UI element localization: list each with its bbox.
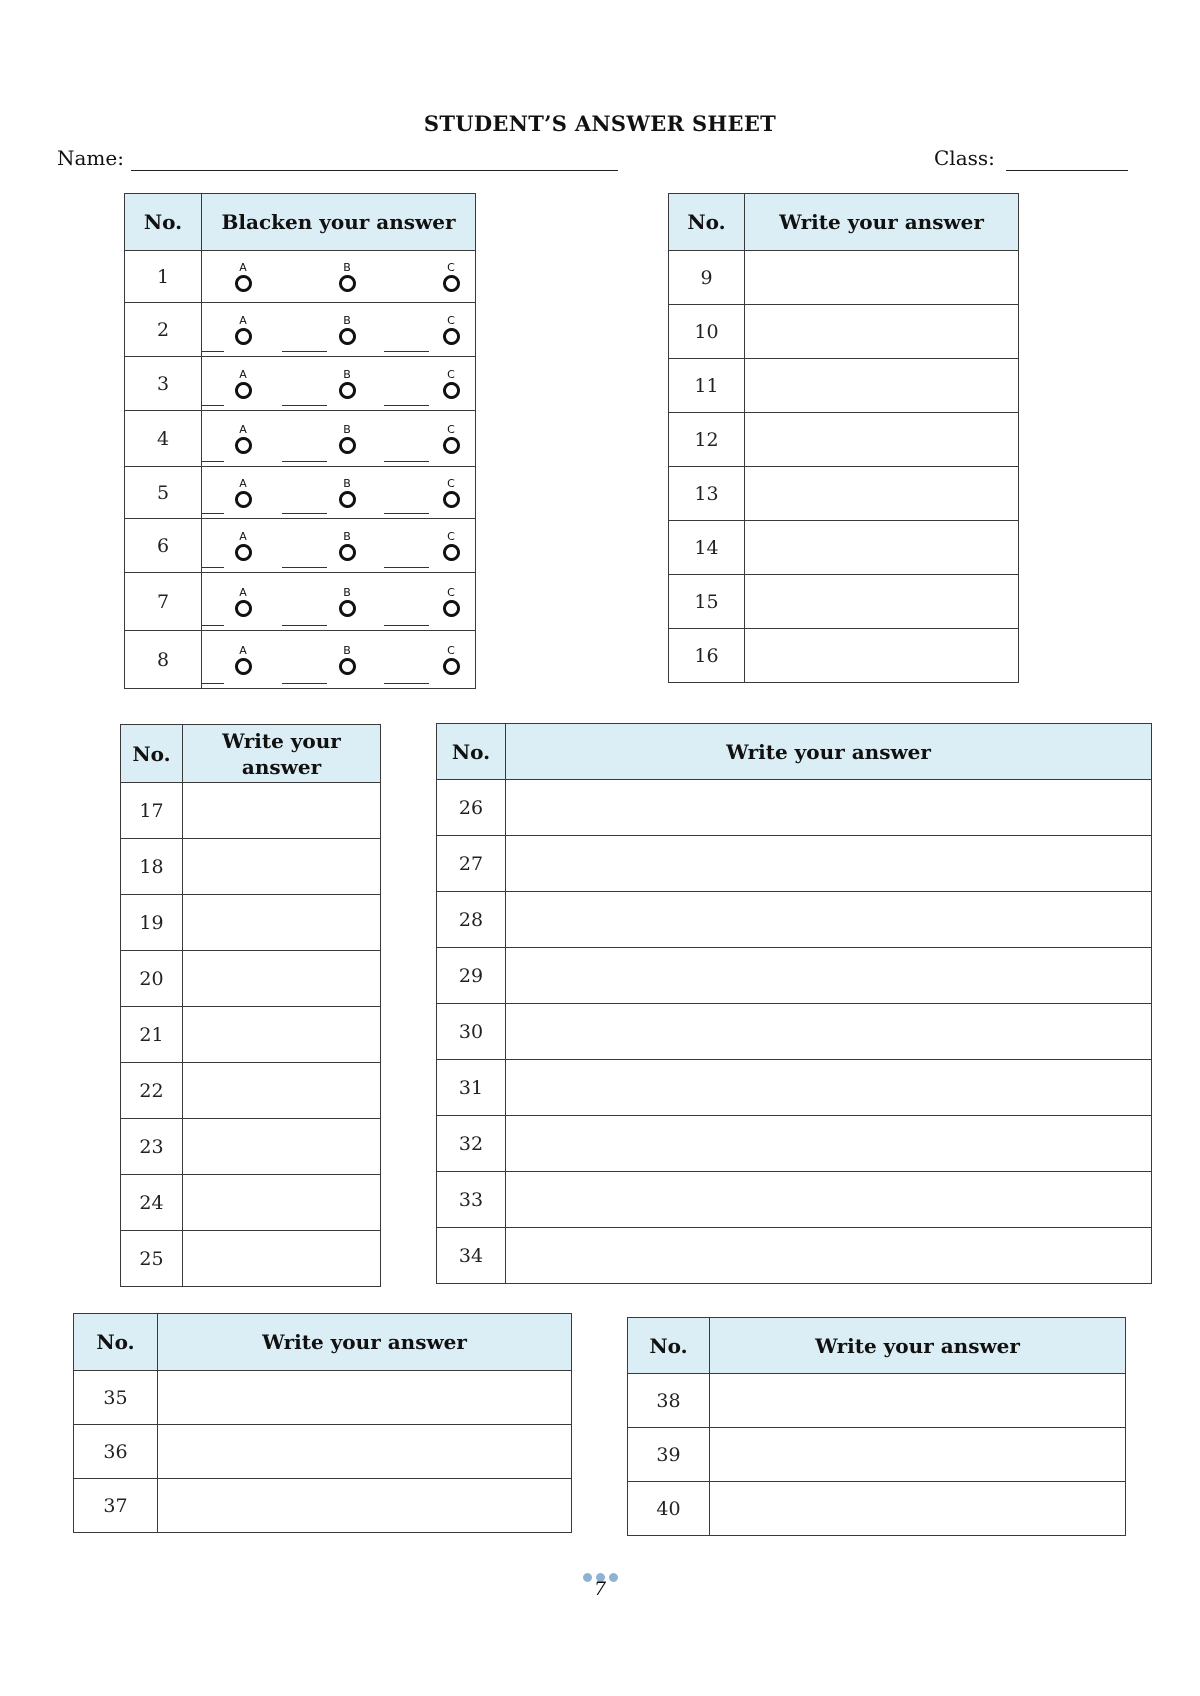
header-answer: Write your answer — [158, 1314, 572, 1371]
answer-row — [669, 251, 1019, 305]
option-b-bubble[interactable] — [337, 315, 357, 345]
answer-circle-icon[interactable] — [443, 600, 460, 617]
question-number: 23 — [121, 1119, 183, 1175]
answer-circle-icon[interactable] — [339, 437, 356, 454]
answer-circle-icon[interactable] — [339, 658, 356, 675]
answer-row — [74, 1371, 572, 1425]
answer-circle-icon[interactable] — [443, 275, 460, 292]
mc-row — [125, 467, 476, 519]
answer-row — [121, 1231, 381, 1287]
question-number: 30 — [437, 1004, 506, 1060]
class-label: Class: — [934, 146, 995, 170]
question-number: 4 — [125, 411, 202, 467]
question-number: 24 — [121, 1175, 183, 1231]
question-number: 36 — [74, 1425, 158, 1479]
answer-field[interactable] — [745, 359, 1019, 413]
answer-field[interactable] — [745, 251, 1019, 305]
option-letter: B — [343, 585, 351, 599]
option-letter: B — [343, 367, 351, 381]
answer-table-26-34 — [436, 723, 1152, 1284]
t3-rows — [121, 783, 381, 1287]
option-c-bubble[interactable] — [441, 424, 461, 454]
header-answer: Blacken your answer — [202, 194, 476, 251]
class-field[interactable] — [1006, 170, 1128, 171]
option-b-bubble[interactable] — [337, 531, 357, 561]
answer-field[interactable] — [183, 839, 381, 895]
option-a-bubble[interactable] — [233, 587, 253, 617]
option-c-bubble[interactable] — [441, 262, 461, 292]
fill-line — [282, 683, 327, 684]
fill-line — [384, 351, 429, 352]
question-number: 31 — [437, 1060, 506, 1116]
answer-row — [121, 783, 381, 839]
answer-row — [669, 305, 1019, 359]
fill-line — [202, 567, 224, 568]
answer-field[interactable] — [506, 1116, 1152, 1172]
answer-row — [628, 1428, 1126, 1482]
header-answer: Write your answer — [506, 724, 1152, 780]
option-letter: A — [239, 422, 247, 436]
question-number: 3 — [125, 357, 202, 411]
fill-line — [282, 567, 327, 568]
question-number: 25 — [121, 1231, 183, 1287]
option-letter: C — [447, 367, 455, 381]
question-number: 1 — [125, 251, 202, 303]
answer-field[interactable] — [506, 1004, 1152, 1060]
fill-line — [384, 405, 429, 406]
answer-row — [437, 836, 1152, 892]
answer-field[interactable] — [158, 1371, 572, 1425]
question-number: 6 — [125, 519, 202, 573]
question-number: 16 — [669, 629, 745, 683]
question-number: 35 — [74, 1371, 158, 1425]
option-letter: A — [239, 367, 247, 381]
answer-circle-icon[interactable] — [339, 600, 356, 617]
question-number: 34 — [437, 1228, 506, 1284]
answer-field[interactable] — [158, 1479, 572, 1533]
answer-row — [437, 1116, 1152, 1172]
option-a-bubble[interactable] — [233, 369, 253, 399]
option-c-bubble[interactable] — [441, 369, 461, 399]
answer-field[interactable] — [158, 1425, 572, 1479]
option-b-bubble[interactable] — [337, 478, 357, 508]
option-letter: C — [447, 313, 455, 327]
answer-row — [669, 521, 1019, 575]
fill-line — [202, 461, 224, 462]
answer-field[interactable] — [183, 1231, 381, 1287]
answer-row — [437, 1172, 1152, 1228]
answer-field[interactable] — [506, 1228, 1152, 1284]
mc-row — [125, 303, 476, 357]
question-number: 7 — [125, 573, 202, 631]
answer-row — [669, 467, 1019, 521]
answer-circle-icon[interactable] — [339, 544, 356, 561]
answer-circle-icon[interactable] — [339, 275, 356, 292]
option-letter: A — [239, 313, 247, 327]
answer-field[interactable] — [183, 895, 381, 951]
sheet-title: STUDENT’S ANSWER SHEET — [423, 111, 777, 136]
answer-field[interactable] — [183, 951, 381, 1007]
answer-row — [121, 1063, 381, 1119]
bubble-cell — [202, 411, 476, 467]
option-letter: B — [343, 260, 351, 274]
answer-circle-icon[interactable] — [443, 491, 460, 508]
mc-rows — [125, 251, 476, 689]
option-b-bubble[interactable] — [337, 369, 357, 399]
fill-line — [384, 461, 429, 462]
fill-line — [384, 567, 429, 568]
t2-rows — [669, 251, 1019, 683]
mc-row — [125, 573, 476, 631]
answer-field[interactable] — [506, 892, 1152, 948]
answer-row — [437, 1060, 1152, 1116]
answer-row — [121, 1175, 381, 1231]
option-letter: C — [447, 585, 455, 599]
answer-field[interactable] — [710, 1428, 1126, 1482]
question-number: 32 — [437, 1116, 506, 1172]
option-letter: A — [239, 585, 247, 599]
answer-row — [437, 892, 1152, 948]
question-number: 37 — [74, 1479, 158, 1533]
answer-circle-icon[interactable] — [443, 437, 460, 454]
answer-circle-icon[interactable] — [235, 328, 252, 345]
answer-row — [669, 413, 1019, 467]
option-letter: A — [239, 476, 247, 490]
bubble-cell — [202, 303, 476, 357]
fill-line — [202, 683, 224, 684]
question-number: 10 — [669, 305, 745, 359]
question-number: 20 — [121, 951, 183, 1007]
answer-row — [628, 1482, 1126, 1536]
header-no: No. — [125, 194, 202, 251]
header-answer: Write your answer — [183, 725, 381, 783]
option-letter: C — [447, 476, 455, 490]
question-number: 14 — [669, 521, 745, 575]
bubble-cell — [202, 573, 476, 631]
answer-field[interactable] — [745, 467, 1019, 521]
option-c-bubble[interactable] — [441, 315, 461, 345]
question-number: 29 — [437, 948, 506, 1004]
answer-row — [669, 575, 1019, 629]
mc-row — [125, 519, 476, 573]
answer-field[interactable] — [745, 413, 1019, 467]
option-b-bubble[interactable] — [337, 262, 357, 292]
option-letter: A — [239, 529, 247, 543]
answer-circle-icon[interactable] — [339, 328, 356, 345]
bubble-cell — [202, 631, 476, 689]
answer-row — [121, 1007, 381, 1063]
answer-circle-icon[interactable] — [235, 275, 252, 292]
option-a-bubble[interactable] — [233, 424, 253, 454]
answer-row — [437, 1004, 1152, 1060]
answer-row — [121, 951, 381, 1007]
question-number: 19 — [121, 895, 183, 951]
answer-row — [121, 839, 381, 895]
answer-field[interactable] — [183, 1175, 381, 1231]
name-label: Name: — [57, 146, 124, 170]
answer-row — [669, 629, 1019, 683]
answer-row — [74, 1425, 572, 1479]
answer-field[interactable] — [183, 1063, 381, 1119]
option-b-bubble[interactable] — [337, 587, 357, 617]
fill-line — [384, 683, 429, 684]
option-letter: B — [343, 422, 351, 436]
answer-circle-icon[interactable] — [235, 658, 252, 675]
option-letter: C — [447, 422, 455, 436]
header-no: No. — [628, 1318, 710, 1374]
fill-line — [282, 461, 327, 462]
question-number: 33 — [437, 1172, 506, 1228]
option-c-bubble[interactable] — [441, 587, 461, 617]
answer-field[interactable] — [745, 575, 1019, 629]
option-letter: B — [343, 529, 351, 543]
mc-row — [125, 631, 476, 689]
fill-line — [282, 513, 327, 514]
header-no: No. — [121, 725, 183, 783]
answer-circle-icon[interactable] — [235, 382, 252, 399]
question-number: 9 — [669, 251, 745, 305]
bubble-cell — [202, 251, 476, 303]
bubble-cell — [202, 467, 476, 519]
option-letter: C — [447, 260, 455, 274]
answer-field[interactable] — [183, 1119, 381, 1175]
answer-field[interactable] — [506, 780, 1152, 836]
option-letter: C — [447, 529, 455, 543]
fill-line — [282, 625, 327, 626]
option-a-bubble[interactable] — [233, 315, 253, 345]
answer-field[interactable] — [710, 1374, 1126, 1428]
answer-row — [121, 1119, 381, 1175]
page-number: 7 — [593, 1578, 607, 1600]
question-number: 11 — [669, 359, 745, 413]
mc-row — [125, 357, 476, 411]
fill-line — [202, 513, 224, 514]
answer-row — [437, 780, 1152, 836]
question-number: 39 — [628, 1428, 710, 1482]
fill-line — [282, 405, 327, 406]
fill-line — [202, 405, 224, 406]
answer-field[interactable] — [745, 305, 1019, 359]
fill-line — [384, 625, 429, 626]
question-number: 15 — [669, 575, 745, 629]
option-letter: B — [343, 643, 351, 657]
answer-circle-icon[interactable] — [443, 328, 460, 345]
answer-field[interactable] — [506, 836, 1152, 892]
header-no: No. — [74, 1314, 158, 1371]
option-a-bubble[interactable] — [233, 531, 253, 561]
answer-circle-icon[interactable] — [235, 437, 252, 454]
question-number: 26 — [437, 780, 506, 836]
header-no: No. — [437, 724, 506, 780]
answer-circle-icon[interactable] — [443, 382, 460, 399]
answer-field[interactable] — [183, 783, 381, 839]
bubble-cell — [202, 519, 476, 573]
multiple-choice-table — [124, 193, 476, 689]
question-number: 17 — [121, 783, 183, 839]
answer-circle-icon[interactable] — [339, 382, 356, 399]
question-number: 5 — [125, 467, 202, 519]
option-c-bubble[interactable] — [441, 531, 461, 561]
mc-row — [125, 251, 476, 303]
answer-table-17-25 — [120, 724, 381, 1287]
option-b-bubble[interactable] — [337, 424, 357, 454]
answer-field[interactable] — [745, 629, 1019, 683]
question-number: 12 — [669, 413, 745, 467]
answer-row — [669, 359, 1019, 413]
option-letter: A — [239, 260, 247, 274]
answer-row — [437, 948, 1152, 1004]
option-a-bubble[interactable] — [233, 262, 253, 292]
option-letter: B — [343, 476, 351, 490]
option-a-bubble[interactable] — [233, 645, 253, 675]
question-number: 21 — [121, 1007, 183, 1063]
answer-field[interactable] — [183, 1007, 381, 1063]
question-number: 13 — [669, 467, 745, 521]
question-number: 8 — [125, 631, 202, 689]
answer-circle-icon[interactable] — [235, 544, 252, 561]
fill-line — [384, 513, 429, 514]
option-b-bubble[interactable] — [337, 645, 357, 675]
answer-field[interactable] — [710, 1482, 1126, 1536]
question-number: 28 — [437, 892, 506, 948]
fill-line — [202, 351, 224, 352]
option-letter: C — [447, 643, 455, 657]
option-letter: B — [343, 313, 351, 327]
question-number: 2 — [125, 303, 202, 357]
header-answer: Write your answer — [710, 1318, 1126, 1374]
answer-table-38-40 — [627, 1317, 1126, 1536]
answer-circle-icon[interactable] — [339, 491, 356, 508]
option-c-bubble[interactable] — [441, 645, 461, 675]
t6-rows — [628, 1374, 1126, 1536]
option-c-bubble[interactable] — [441, 478, 461, 508]
answer-field[interactable] — [506, 1172, 1152, 1228]
answer-circle-icon[interactable] — [235, 600, 252, 617]
name-field[interactable] — [131, 170, 618, 171]
answer-circle-icon[interactable] — [443, 658, 460, 675]
answer-row — [121, 895, 381, 951]
answer-row — [437, 1228, 1152, 1284]
answer-field[interactable] — [506, 1060, 1152, 1116]
mc-row — [125, 411, 476, 467]
answer-row — [74, 1479, 572, 1533]
question-number: 38 — [628, 1374, 710, 1428]
question-number: 22 — [121, 1063, 183, 1119]
fill-line — [282, 351, 327, 352]
answer-table-9-16 — [668, 193, 1019, 683]
answer-field[interactable] — [745, 521, 1019, 575]
question-number: 18 — [121, 839, 183, 895]
fill-line — [202, 625, 224, 626]
answer-circle-icon[interactable] — [235, 491, 252, 508]
question-number: 27 — [437, 836, 506, 892]
answer-row — [628, 1374, 1126, 1428]
option-letter: A — [239, 643, 247, 657]
answer-table-35-37 — [73, 1313, 572, 1533]
answer-field[interactable] — [506, 948, 1152, 1004]
header-no: No. — [669, 194, 745, 251]
option-a-bubble[interactable] — [233, 478, 253, 508]
t5-rows — [74, 1371, 572, 1533]
question-number: 40 — [628, 1482, 710, 1536]
t4-rows — [437, 780, 1152, 1284]
answer-circle-icon[interactable] — [443, 544, 460, 561]
bubble-cell — [202, 357, 476, 411]
header-answer: Write your answer — [745, 194, 1019, 251]
